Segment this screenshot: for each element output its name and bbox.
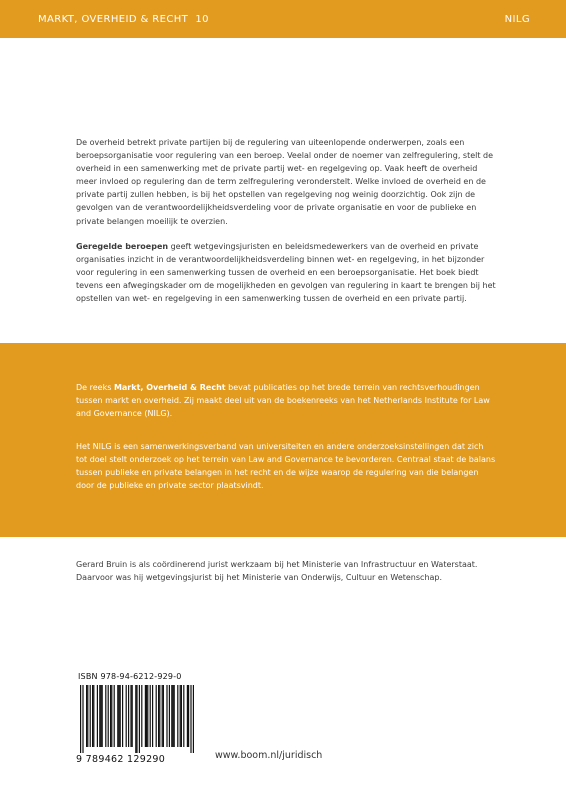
barcode-bar [92, 685, 93, 747]
barcode-bar [139, 685, 140, 753]
barcode-bar [90, 685, 91, 747]
ean-digits: 9 789462 129290 [76, 754, 166, 765]
barcode-bar [110, 685, 111, 747]
barcode-bar [120, 685, 121, 747]
barcode-bar [162, 685, 163, 747]
series-description [76, 381, 496, 420]
publisher-label: NILG [504, 13, 530, 25]
barcode-bar [166, 685, 167, 747]
author-bio [76, 558, 496, 584]
ean-barcode [80, 685, 198, 753]
barcode-bar [93, 685, 94, 747]
barcode-bar [132, 685, 133, 747]
barcode-bar [150, 685, 151, 747]
barcode-bar [118, 685, 119, 747]
nilg-paragraph [76, 440, 496, 492]
barcode-bar [82, 685, 83, 753]
intro-text: De overheid betrekt private partijen bij de regulering van uiteenlopende onderwerpen, zoals een beroepsorganisatie voor regulering van een beroep. Veelal onder de noemer van zelfregulering, stelt de overheid in een samenwerking met de private partij wet- en regelgeving op. Vaak heeft de overheid meer invloed op regulering dan de term zelfregulering veronderstelt. Welke invloed de overheid en de private partij zullen hebben, is bij het opstellen van regelgeving nog weinig doorzichtig. Ook zijn de gevolgen van de verantwoordelijkheidsverdeling voor de private organisatie en voor de publieke en private belangen moeilijk te overzien. [76, 138, 494, 226]
barcode-bar [145, 685, 146, 747]
barcode-bar [136, 685, 137, 753]
barcode-bar [158, 685, 159, 747]
barcode-bar [97, 685, 98, 747]
barcode-bar [135, 685, 136, 753]
barcode-bar [183, 685, 184, 747]
barcode-bar [87, 685, 88, 747]
series-text: bevat publicaties op het brede terrein van rechtsverhoudingen tussen markt en overheid. Zij maakt deel uit van de boekenreeks van het Netherlands Institute for Law and Governance (NILG). [76, 383, 490, 419]
barcode-bar [156, 685, 157, 747]
series-name: Markt, Overheid & Recht [113, 383, 226, 392]
barcode-bar [188, 685, 189, 747]
barcode-bar [99, 685, 100, 747]
barcode-bar [163, 685, 164, 747]
book-description [76, 240, 496, 305]
barcode-bar [159, 685, 160, 747]
nilg-text: Het NILG is een samenwerkingsverband van universiteiten en andere onderzoeksinstellingen dat zich tot doel stelt onderzoek op het terrein van Law and Governance te bevorderen. Centraal staat de balans tussen publieke en private belangen in het recht en de wijze waarop de regulering van die belangen door de publieke en private sector plaatsvindt. [76, 442, 496, 491]
series-paragraph [76, 381, 496, 420]
barcode-bar [86, 685, 87, 747]
barcode-bar [147, 685, 148, 747]
barcode-bar [169, 685, 170, 747]
barcode-bar [128, 685, 129, 747]
barcode-bar [171, 685, 172, 747]
barcode-bar [180, 685, 181, 747]
barcode-bar [187, 685, 188, 747]
barcode-bar [172, 685, 173, 747]
barcode-bar [174, 685, 175, 747]
barcode-bar [80, 685, 81, 753]
series-title: MARKT, OVERHEID & RECHT 10 [38, 13, 209, 25]
book-title: Geregelde beroepen [76, 242, 169, 251]
barcode-bar [102, 685, 103, 747]
publisher-website: www.boom.nl/juridisch [215, 750, 323, 761]
barcode-bar [190, 685, 191, 753]
barcode-bar [130, 685, 131, 747]
barcode-bar [100, 685, 101, 747]
barcode-bar [146, 685, 147, 747]
barcode-bar [108, 685, 109, 747]
isbn-label: ISBN 978-94-6212-929-0 [78, 672, 182, 681]
barcode-bar [177, 685, 178, 747]
author-text: Gerard Bruin is als coördinerend jurist werkzaam bij het Ministerie van Infrastructuur en Waterstaat. Daarvoor was hij wetgevingsjurist bij het Ministerie van Onderwijs, Cultuur en Wetenschap. [76, 560, 478, 583]
barcode-bar [141, 685, 142, 747]
barcode-bar [152, 685, 153, 747]
barcode-bar [117, 685, 118, 747]
barcode-bar [105, 685, 106, 747]
barcode-bar [111, 685, 112, 747]
barcode-bar [126, 685, 127, 747]
barcode-bar [114, 685, 115, 747]
barcode-bar [122, 685, 123, 747]
series-prefix: De reeks [76, 383, 114, 392]
series-header-bar [0, 0, 566, 38]
barcode-bar [193, 685, 194, 753]
description-text: geeft wetgevingsjuristen en beleidsmedewerkers van de overheid en private organisaties inzicht in de verantwoordelijkheidsverdeling binnen wet- en regelgeving, in het bijzonder voor regulering in een samenwerking tussen de overheid en een beroepsorganisatie. Het boek biedt tevens een afwegingskader om de mogelijkheden en gevolgen van regulering in kaart te brengen bij het opstellen van wet- en regelgeving in een samenwerking tussen de overheid en een private partij. [76, 242, 496, 304]
description-paragraph [76, 240, 496, 305]
intro-paragraph [76, 136, 496, 228]
barcode-bar [181, 685, 182, 747]
